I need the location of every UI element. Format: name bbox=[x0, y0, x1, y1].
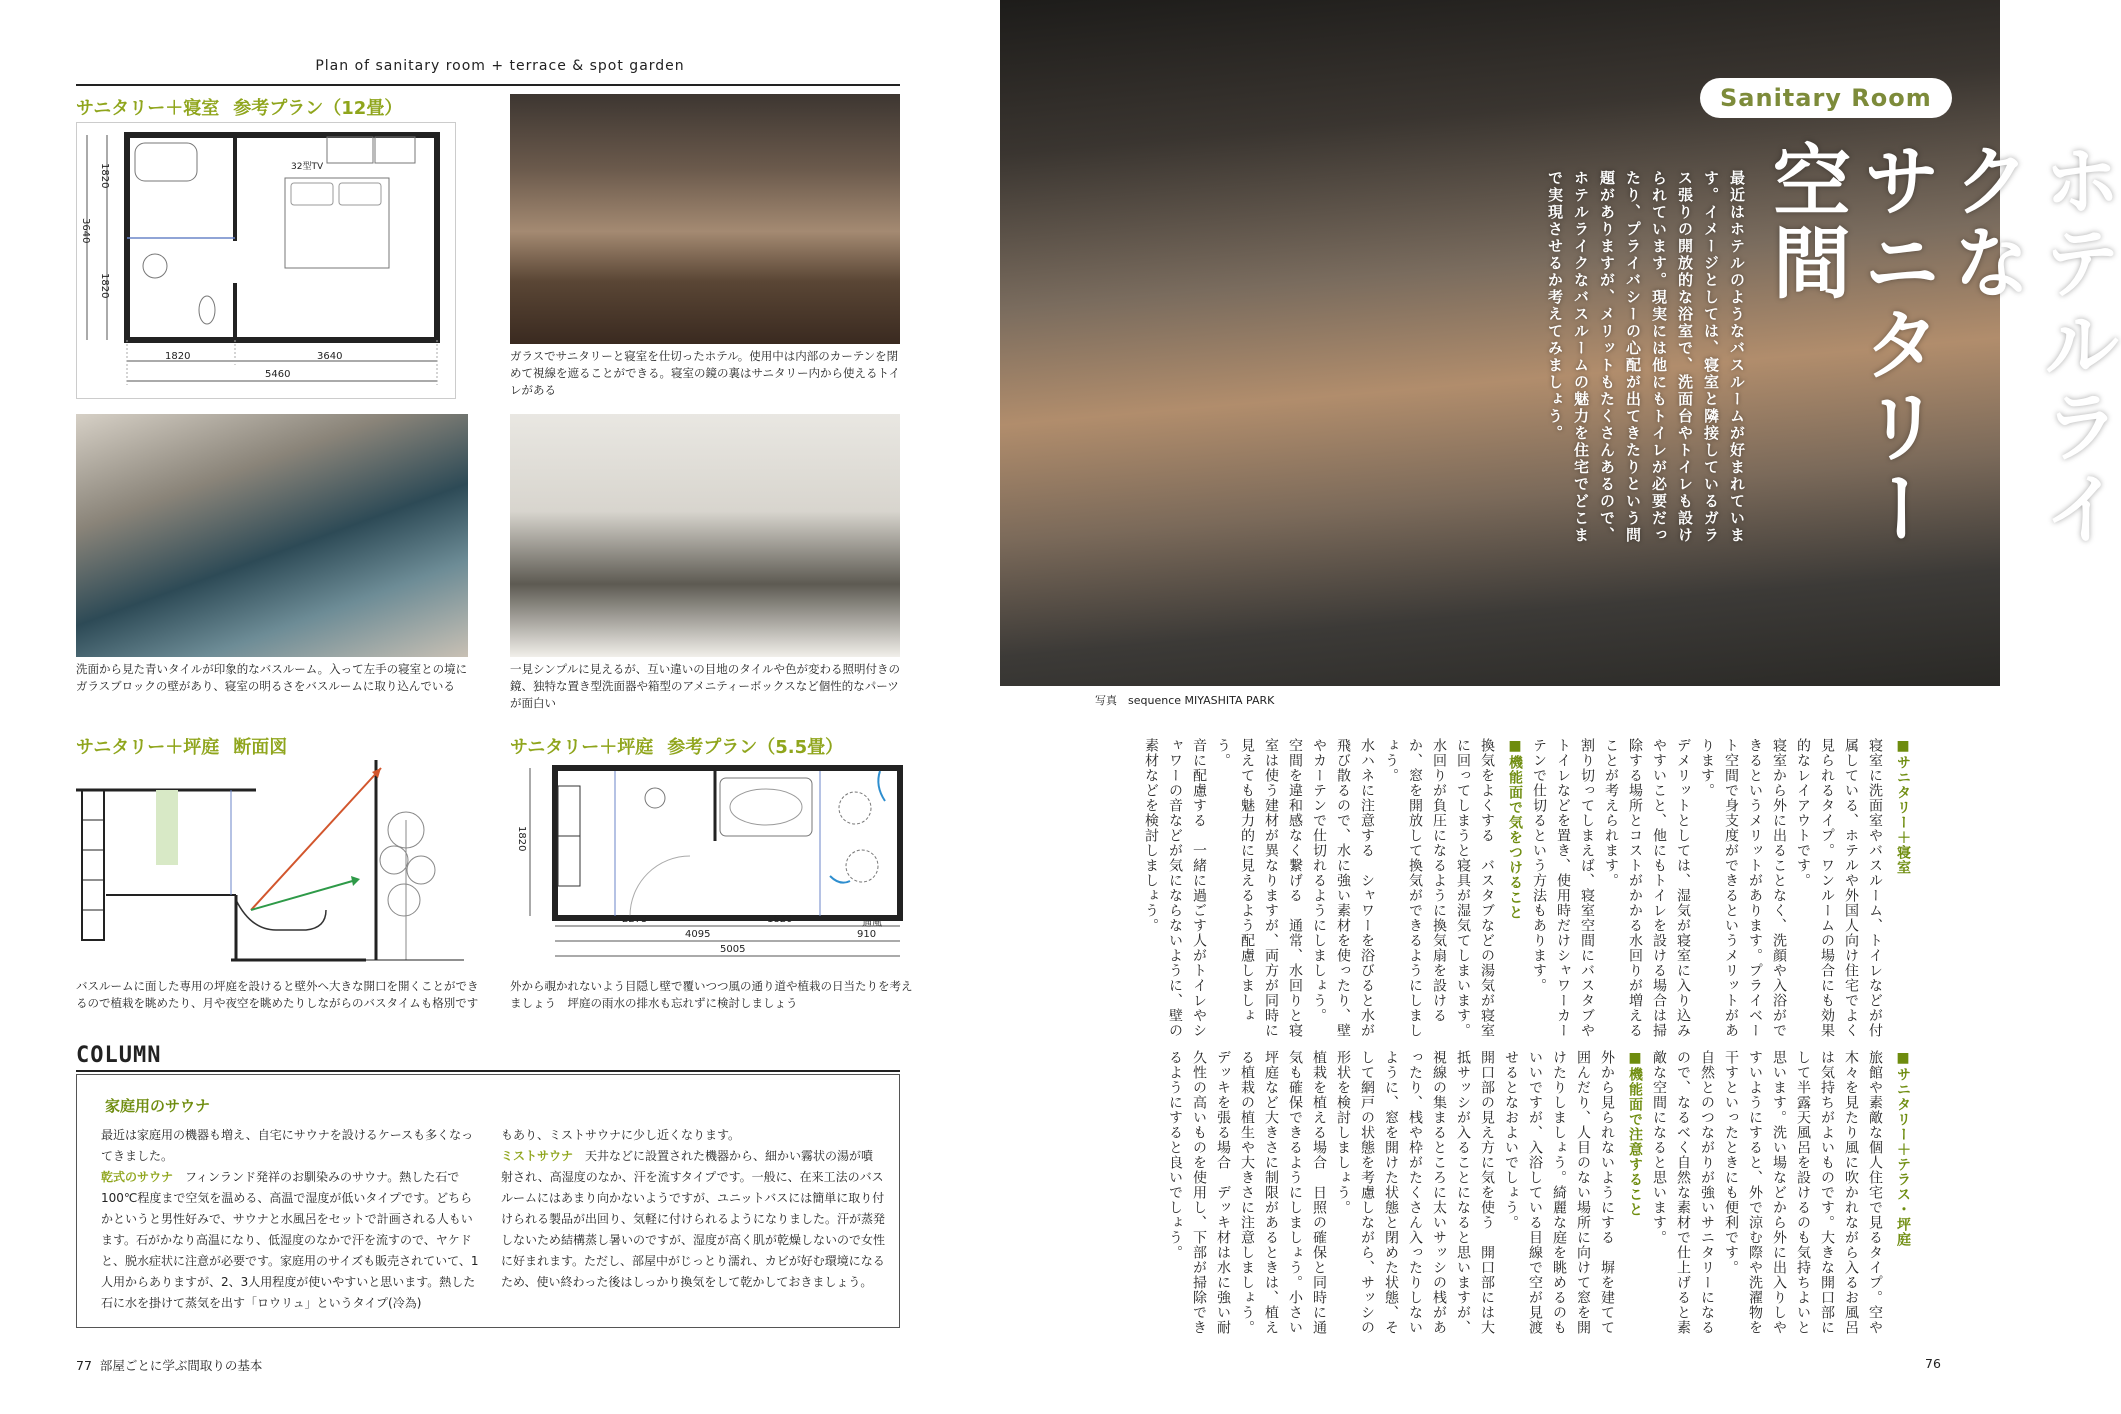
para-sanitary-bedroom-3: デメリットとしては、湿気が寝室に入り込みやすいこと、他にもトイレを設ける場合は掃除する場所とコストがかかる水回りが増えることが考えられます。 bbox=[1603, 738, 1691, 1038]
dim-4095: 4095 bbox=[685, 929, 711, 940]
para-opening: 開口部の見え方に気を使う 開口部には大抵サッシが入ることになると思いますが、視線の集まるところに太いサッシの桟があったり、桟や枠がたくさん入ったりしないように、窓を開けた状態と閉めた状態、そして網戸の状態を考慮しながら、サッシの形状を検討しましょう。 bbox=[1335, 1050, 1495, 1335]
dim-910: 910 bbox=[857, 929, 877, 940]
section-drawing-terrace bbox=[76, 760, 464, 970]
column-continued: もあり、ミストサウナに少し近くなります。 bbox=[501, 1128, 741, 1142]
para-terrace-1: 旅館や素敵な個人住宅で見るタイプ。空や木々を見たり風に吹かれながら入るお風呂は気持ちがよいものです。大きな開口部にして半露天風呂を設けるのも気持ちよいと思います。洗い場などから外に出入りしやすいようにすると、外で涼む際や洗濯物を干すといったときにも便利です。 bbox=[1723, 1050, 1883, 1335]
lead-part-1: 最近はホテルのようなバスルームが好まれています。イメージとしては、寝室と隣接しているガラス張りの開放的な浴室で、洗面台やトイレも設けられています。現実には他にもトイレが必要だったり、 bbox=[1624, 170, 1746, 544]
body-upper-columns bbox=[1090, 738, 1915, 1038]
title-line-b: サニタリー空間 bbox=[1760, 140, 1941, 550]
heading-functional-cautions: ■機能面で注意すること bbox=[1627, 1050, 1643, 1217]
floorplan-sanitary-bedroom bbox=[76, 122, 456, 399]
para-planting: 植栽を植える場合 日照の確保と同時に通気も確保できるようにしましょう。小さい坪庭など大きさに制限があるときは、植える植栽の植生や大きさに注意しましょう。 bbox=[1239, 1050, 1327, 1335]
section-subtitle-text: 参考プラン（12畳） bbox=[233, 98, 403, 119]
para-water-splash: 水ハネに注意する シャワーを浴びると水が飛び散るので、水に強い素材を使ったり、壁やカーテンで仕切れるようにしましょう。 bbox=[1311, 738, 1375, 1038]
section3-caption: 外から覗かれないよう目隠し壁で覆いつつ風の通り道や植栽の日当たりを考えましょう 坪庭の雨水の排水も忘れずに検討しましょう bbox=[510, 979, 913, 1010]
lead-part-2: プライバシーの心配が出てきたりという問題がありますが、メリットもたくさんあるので、ホテルライクなバスルームの魅力を住宅でどこまで実現させるか考えてみましょう。 bbox=[1546, 170, 1642, 544]
column-title: 家庭用のサウナ bbox=[105, 1097, 211, 1115]
section-subtitle-text: 断面図 bbox=[233, 737, 288, 758]
column-intro: 最近は家庭用の機器も増え、自宅にサウナを設けるケースも多くなってきました。 bbox=[101, 1128, 474, 1163]
footer-left bbox=[76, 1356, 262, 1374]
dim-1820-top: 1820 bbox=[99, 163, 110, 189]
heading-functional-notes: ■機能面で気をつけること bbox=[1507, 738, 1523, 920]
column-box bbox=[76, 1074, 900, 1328]
mist-sauna-heading: ミストサウナ bbox=[501, 1149, 574, 1163]
photo3-caption: 一見シンプルに見えるが、互い違いの目地のタイルや色が変わる照明付きの鏡、独特な置き型洗面器や箱型のアメニティーボックスなど個性的なパーツが面白い bbox=[510, 662, 901, 710]
para-connect-space: 空間を違和感なく繋げる 通常、水回りと寝室は使う建材が異なりますが、両方が同時に見えても魅力的に見えるよう配慮しましょう。 bbox=[1215, 738, 1303, 1038]
dim-1820-horizontal: 1820 bbox=[767, 914, 793, 925]
footer-right-page-number: 76 bbox=[1925, 1356, 1941, 1371]
photo-blue-tile-bathroom bbox=[76, 414, 468, 657]
section-svg bbox=[76, 760, 464, 970]
mist-sauna-text: 天井などに設置された機器から、細かい霧状の湯が噴射され、高湿度のなか、汗を流すタイプです。一般に、在来工法のバスルームにはあまり向かないようですが、ユニットバスには簡単に取り付けられる製品が出回り、気軽に付けられるようになりました。汗が蒸発しないため結構蒸し暑いのですが、湿度が高く肌が乾燥しないので女性に好まれます。ただし、部屋中がじっとり濡れ、カビが好む環境になるため、使い終わった後はしっかり換気をして乾かしておきましょう。 bbox=[501, 1149, 886, 1289]
section-subtitle-text: 参考プラン（5.5畳） bbox=[667, 737, 844, 758]
body-lower-columns bbox=[1090, 1050, 1915, 1340]
dim-3640-horizontal: 3640 bbox=[317, 351, 343, 362]
section-title-sanitary-bedroom bbox=[76, 94, 402, 120]
dry-sauna-heading: 乾式のサウナ bbox=[101, 1170, 174, 1184]
dim-1820-bottom: 1820 bbox=[99, 273, 110, 299]
header-rule bbox=[76, 84, 900, 86]
dim-2275: 2275 bbox=[622, 914, 648, 925]
sanitary-room-pill: Sanitary Room bbox=[1700, 78, 1952, 118]
dim-1820-vertical: 1820 bbox=[516, 826, 527, 852]
dry-sauna-text: フィンランド発祥のお馴染みのサウナ。熱した石で100℃程度まで空気を温める、高温で湿度が低いタイプです。どちらかというと男性好みで、サウナと水風呂をセットで計画される人もいます。石がかなり高温になり、低湿度のなかで汗を流すので、ヤケドと、脱水症状に注意が必要です。家庭用のサイズも販売されていて、1人用からありますが、2、3人用程度が使いやすいと思います。熱した石に水を掛けて蒸気を出す「ロウリュ」というタイプ(冷為) bbox=[101, 1170, 479, 1310]
para-ventilation: 換気をよくする バスタブなどの湯気が寝室に回ってしまうと寝具が湿気てしまいます。水回りが負圧になるように換気扇を設けるか、窓を開放して換気ができるようにしましょう。 bbox=[1383, 738, 1495, 1038]
para-sound: 音に配慮する 一緒に過ごす人がトイレやシャワーの音などが気にならないように、壁の素材などを検討しましょう。 bbox=[1143, 738, 1207, 1038]
photo-glass-partition-hotel bbox=[510, 94, 900, 344]
page-title bbox=[1760, 140, 2120, 580]
para-deck: デッキを張る場合 デッキ材は水に強い耐久性の高いものを使用し、下部が掃除できるようにすると良いでしょう。 bbox=[1167, 1050, 1231, 1335]
para-sanitary-bedroom-4: 割り切ってしまえば、寝室空間にバスタブやトイレなどを置き、使用時だけシャワーカーテンで仕切るという方法もあります。 bbox=[1531, 738, 1595, 1038]
title-line-a: ホテルライクな bbox=[1940, 140, 2121, 550]
page-header: Plan of sanitary room + terrace & spot garden bbox=[315, 58, 685, 74]
para-privacy: 外から見られないようにする 塀を建てて囲んだり、人目のない場所に向けて窓を開けたりしましょう。綺麗な庭を眺めるのもいいですが、入浴している目線で空が見渡せるとなおよいでしょう。 bbox=[1503, 1050, 1615, 1335]
para-sanitary-bedroom-1: 寝室に洗面室やバスルーム、トイレなどが付属している、ホテルや外国人向け住宅でよく見られるタイプ。ワンルームの場合にも効果的なレイアウトです。 bbox=[1795, 738, 1883, 1038]
section2-caption: バスルームに面した専用の坪庭を設けると壁外へ大きな開口を開くことができるので植栽を眺めたり、月や夜空を眺めたりしながらのバスタイムも格別です bbox=[76, 979, 479, 1010]
floorplan-svg bbox=[77, 123, 455, 398]
section-title-text: サニタリー＋寝室 bbox=[76, 98, 220, 119]
footer-book-title: 部屋ごとに学ぶ間取りの基本 bbox=[99, 1358, 263, 1373]
photo2-caption: 洗面から見た青いタイルが印象的なバスルーム。入って左手の寝室との境にガラスブロックの壁があり、寝室の明るさをバスルームに取り込んでいる bbox=[76, 662, 468, 693]
dim-5005: 5005 bbox=[720, 944, 746, 955]
column-rule bbox=[76, 1070, 900, 1072]
floorplan-terrace-garden bbox=[510, 756, 910, 968]
footer-page-number: 77 bbox=[76, 1358, 92, 1373]
lead-text bbox=[1546, 170, 1750, 560]
column-right-text bbox=[501, 1125, 885, 1293]
photo-white-tile-bathroom bbox=[510, 414, 900, 657]
column-label: COLUMN bbox=[76, 1043, 162, 1068]
section-title-text: サニタリー＋坪庭 bbox=[510, 737, 654, 758]
section-title-terrace-section bbox=[76, 733, 287, 759]
heading-terrace-garden: ■サニタリー＋テラス・坪庭 bbox=[1895, 1050, 1911, 1247]
photo-credit: 写真 sequence MIYASHITA PARK bbox=[1095, 694, 1275, 707]
heading-sanitary-bedroom: ■サニタリー＋寝室 bbox=[1895, 738, 1911, 875]
dim-5460-horizontal: 5460 bbox=[265, 369, 291, 380]
dim-1820-horizontal: 1820 bbox=[165, 351, 191, 362]
tv-label: 32型TV bbox=[291, 162, 324, 172]
vent-label: 通風 bbox=[862, 918, 882, 929]
photo1-caption: ガラスでサニタリーと寝室を仕切ったホテル。使用中は内部のカーテンを閉めて視線を遮ることができる。寝室の鏡の裏はサニタリー内から使えるトイレがある bbox=[510, 349, 900, 397]
dim-3640-vertical: 3640 bbox=[80, 218, 91, 244]
para-terrace-2: 自然とのつながりが強いサニタリーになるので、なるべく自然な素材で仕上げると素敵な空間になると思います。 bbox=[1651, 1050, 1715, 1335]
para-sanitary-bedroom-2: 寝室から外に出ることなく、洗顔や入浴ができるというメリットがあります。プライベート空間で身支度ができるというメリットがあります。 bbox=[1699, 738, 1787, 1038]
section-title-text: サニタリー＋坪庭 bbox=[76, 737, 220, 758]
column-left-text bbox=[101, 1125, 481, 1314]
